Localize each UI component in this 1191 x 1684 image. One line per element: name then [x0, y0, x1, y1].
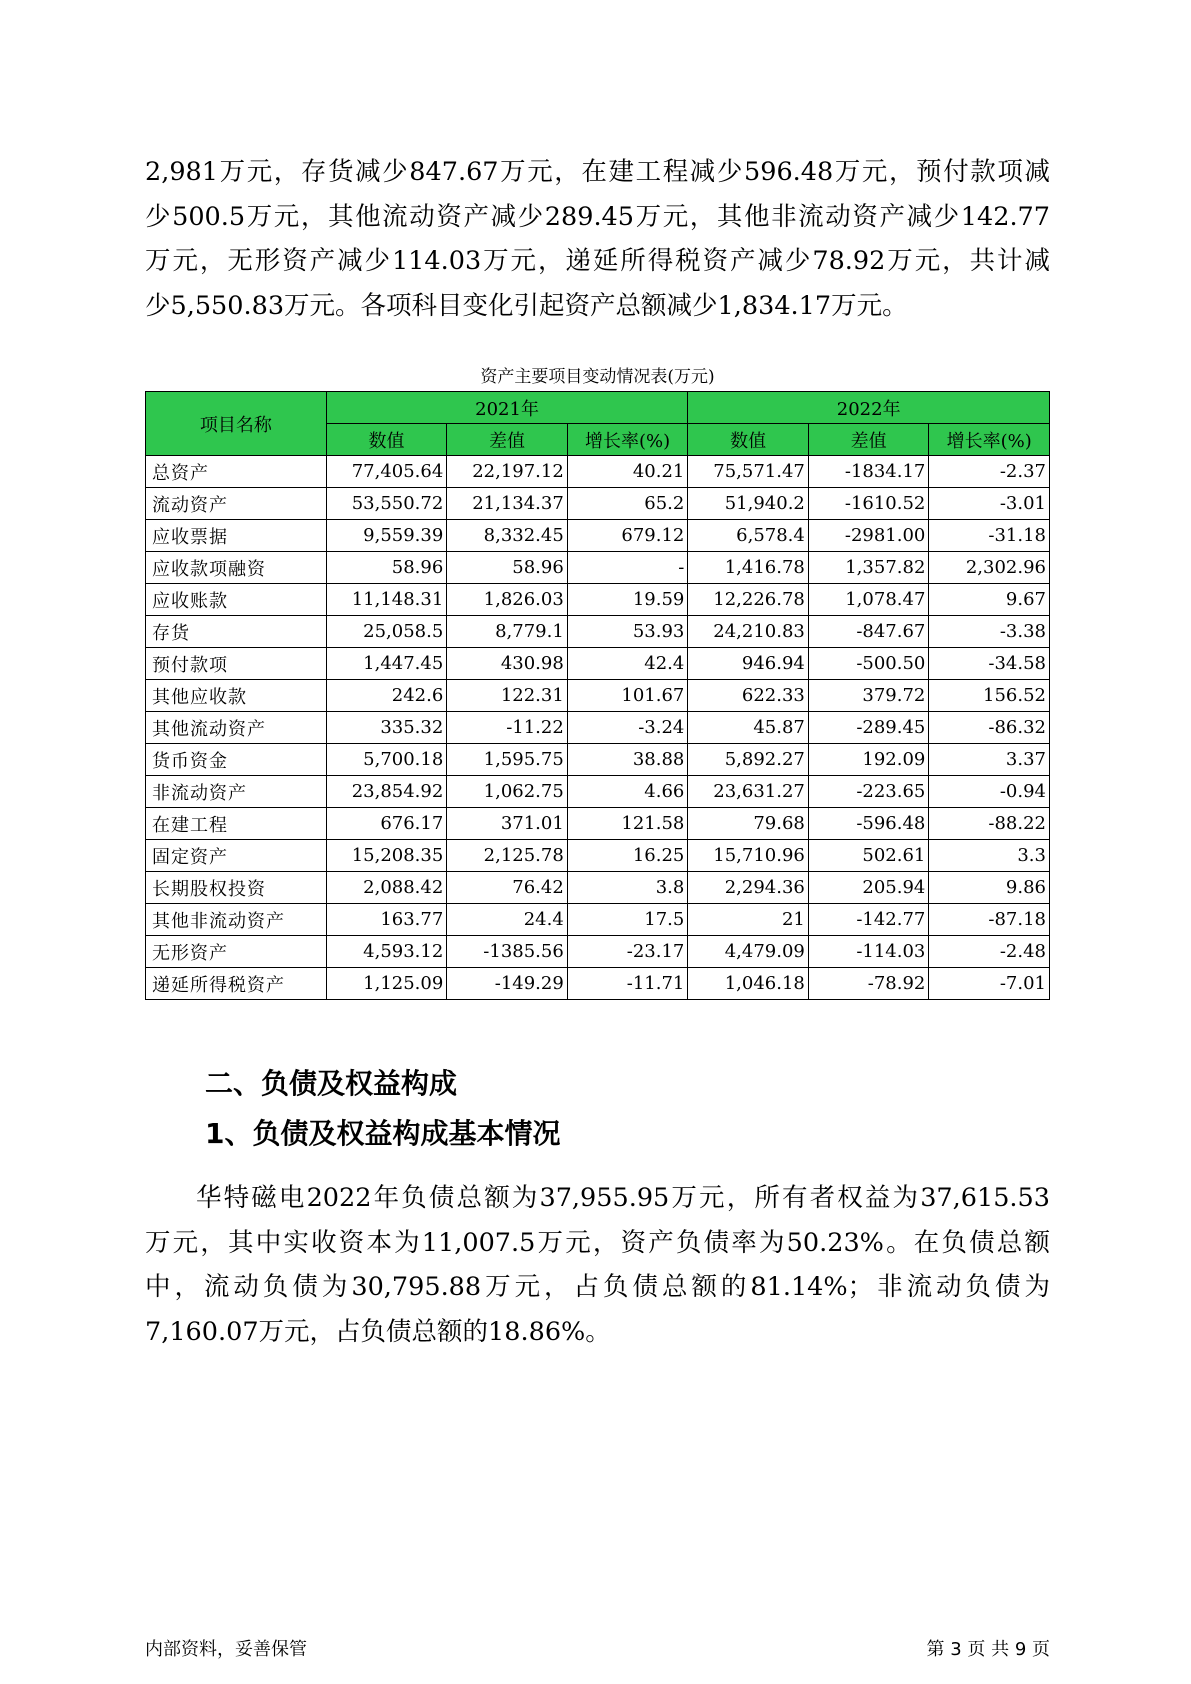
row-label: 应收款项融资	[146, 552, 327, 584]
table-cell: -500.50	[808, 648, 929, 680]
table-cell: 2,125.78	[447, 840, 568, 872]
table-cell: 3.3	[929, 840, 1050, 872]
table-cell: -2.37	[929, 456, 1050, 488]
table-cell: -1834.17	[808, 456, 929, 488]
row-label: 其他非流动资产	[146, 904, 327, 936]
table-cell: 16.25	[567, 840, 688, 872]
table-cell: -3.38	[929, 616, 1050, 648]
row-label: 固定资产	[146, 840, 327, 872]
table-cell: 242.6	[326, 680, 447, 712]
table-cell: 5,892.27	[688, 744, 809, 776]
table-cell: 335.32	[326, 712, 447, 744]
table-cell: 23,631.27	[688, 776, 809, 808]
table-cell: -3.01	[929, 488, 1050, 520]
table-cell: 58.96	[326, 552, 447, 584]
table-cell: 622.33	[688, 680, 809, 712]
row-label: 其他应收款	[146, 680, 327, 712]
table-cell: 205.94	[808, 872, 929, 904]
table-cell: -114.03	[808, 936, 929, 968]
table-cell: 156.52	[929, 680, 1050, 712]
paragraph-line: 万元，其中实收资本为11,007.5万元，资产负债率为50.23%。在负债总额	[145, 1227, 1050, 1258]
table-cell: 58.96	[447, 552, 568, 584]
table-body	[146, 456, 1050, 1000]
header-growth-rate: 增长率(%)	[567, 424, 688, 456]
table-cell: 676.17	[326, 808, 447, 840]
table-cell: 4,479.09	[688, 936, 809, 968]
header-difference: 差值	[808, 424, 929, 456]
table-cell: -	[567, 552, 688, 584]
table-cell: 75,571.47	[688, 456, 809, 488]
table-cell: -847.67	[808, 616, 929, 648]
header-year-2021: 2021年	[326, 392, 688, 424]
table-row	[146, 616, 1050, 648]
table-cell: 38.88	[567, 744, 688, 776]
header-difference: 差值	[447, 424, 568, 456]
header-value: 数值	[326, 424, 447, 456]
table-cell: 76.42	[447, 872, 568, 904]
table-cell: -78.92	[808, 968, 929, 1000]
table-cell: 1,595.75	[447, 744, 568, 776]
table-cell: -7.01	[929, 968, 1050, 1000]
table-cell: 1,357.82	[808, 552, 929, 584]
table-cell: 502.61	[808, 840, 929, 872]
table-cell: 11,148.31	[326, 584, 447, 616]
table-cell: -142.77	[808, 904, 929, 936]
row-label: 预付款项	[146, 648, 327, 680]
table-cell: 6,578.4	[688, 520, 809, 552]
table-cell: 17.5	[567, 904, 688, 936]
table-cell: 1,416.78	[688, 552, 809, 584]
paragraph-line: 中，流动负债为30,795.88万元，占负债总额的81.14%；非流动负债为	[145, 1272, 1050, 1302]
row-label: 递延所得税资产	[146, 968, 327, 1000]
table-cell: 9,559.39	[326, 520, 447, 552]
table-cell: 430.98	[447, 648, 568, 680]
table-cell: 679.12	[567, 520, 688, 552]
table-cell: -23.17	[567, 936, 688, 968]
table-row	[146, 872, 1050, 904]
row-label: 应收账款	[146, 584, 327, 616]
table-cell: 1,078.47	[808, 584, 929, 616]
table-cell: 1,826.03	[447, 584, 568, 616]
table-cell: -88.22	[929, 808, 1050, 840]
table-cell: 379.72	[808, 680, 929, 712]
row-label: 应收票据	[146, 520, 327, 552]
table-cell: -289.45	[808, 712, 929, 744]
table-cell: 163.77	[326, 904, 447, 936]
table-row	[146, 808, 1050, 840]
table-cell: -149.29	[447, 968, 568, 1000]
table-row	[146, 520, 1050, 552]
row-label: 其他流动资产	[146, 712, 327, 744]
row-label: 流动资产	[146, 488, 327, 520]
table-cell: 9.86	[929, 872, 1050, 904]
table-cell: -0.94	[929, 776, 1050, 808]
table-row	[146, 584, 1050, 616]
table-cell: 1,046.18	[688, 968, 809, 1000]
table-cell: 12,226.78	[688, 584, 809, 616]
table-cell: 40.21	[567, 456, 688, 488]
paragraph-line: 7,160.07万元，占负债总额的18.86%。	[145, 1316, 611, 1347]
header-growth-rate: 增长率(%)	[929, 424, 1050, 456]
table-cell: 19.59	[567, 584, 688, 616]
table-cell: 4.66	[567, 776, 688, 808]
table-cell: 65.2	[567, 488, 688, 520]
table-cell: 24,210.83	[688, 616, 809, 648]
table-cell: 1,125.09	[326, 968, 447, 1000]
table-row	[146, 840, 1050, 872]
table-row	[146, 552, 1050, 584]
table-cell: 45.87	[688, 712, 809, 744]
row-label: 存货	[146, 616, 327, 648]
table-row	[146, 968, 1050, 1000]
table-cell: 21,134.37	[447, 488, 568, 520]
table-cell: -2981.00	[808, 520, 929, 552]
row-label: 在建工程	[146, 808, 327, 840]
row-label: 非流动资产	[146, 776, 327, 808]
table-cell: -11.22	[447, 712, 568, 744]
table-cell: 77,405.64	[326, 456, 447, 488]
table-cell: 946.94	[688, 648, 809, 680]
table-cell: 15,710.96	[688, 840, 809, 872]
table-cell: -223.65	[808, 776, 929, 808]
paragraph-line: 少5,550.83万元。各项科目变化引起资产总额减少1,834.17万元。	[145, 290, 908, 321]
table-cell: -87.18	[929, 904, 1050, 936]
table-cell: 53,550.72	[326, 488, 447, 520]
paragraph-line: 华特磁电2022年负债总额为37,955.95万元，所有者权益为37,615.53	[196, 1183, 1050, 1213]
table-cell: 15,208.35	[326, 840, 447, 872]
table-row	[146, 488, 1050, 520]
table-cell: 21	[688, 904, 809, 936]
section-heading: 二、负债及权益构成	[205, 1067, 458, 1100]
table-cell: 3.37	[929, 744, 1050, 776]
header-value: 数值	[688, 424, 809, 456]
table-cell: 25,058.5	[326, 616, 447, 648]
table-row	[146, 936, 1050, 968]
table-cell: 4,593.12	[326, 936, 447, 968]
row-label: 无形资产	[146, 936, 327, 968]
table-cell: 22,197.12	[447, 456, 568, 488]
table-row	[146, 776, 1050, 808]
footer-page-number: 第 3 页 共 9 页	[926, 1639, 1050, 1660]
table-cell: -86.32	[929, 712, 1050, 744]
paragraph-line: 少500.5万元，其他流动资产减少289.45万元，其他非流动资产减少142.77	[145, 201, 1050, 232]
paragraph-asset-changes	[145, 150, 1050, 328]
table-row	[146, 648, 1050, 680]
table-cell: 42.4	[567, 648, 688, 680]
row-label: 长期股权投资	[146, 872, 327, 904]
table-caption: 资产主要项目变动情况表(万元)	[480, 367, 715, 387]
table-cell: 8,332.45	[447, 520, 568, 552]
table-cell: 23,854.92	[326, 776, 447, 808]
table-cell: 1,447.45	[326, 648, 447, 680]
table-cell: 371.01	[447, 808, 568, 840]
table-cell: 24.4	[447, 904, 568, 936]
table-cell: 8,779.1	[447, 616, 568, 648]
table-cell: -1610.52	[808, 488, 929, 520]
asset-change-table	[145, 391, 1050, 1000]
table-cell: 3.8	[567, 872, 688, 904]
table-cell: -31.18	[929, 520, 1050, 552]
table-cell: -596.48	[808, 808, 929, 840]
table-cell: -2.48	[929, 936, 1050, 968]
table-cell: -3.24	[567, 712, 688, 744]
table-cell: 2,088.42	[326, 872, 447, 904]
table-cell: 121.58	[567, 808, 688, 840]
table-cell: 51,940.2	[688, 488, 809, 520]
table-cell: 53.93	[567, 616, 688, 648]
table-cell: 122.31	[447, 680, 568, 712]
table-cell: -11.71	[567, 968, 688, 1000]
paragraph-line: 2,981万元，存货减少847.67万元，在建工程减少596.48万元，预付款项减	[145, 157, 1050, 187]
table-cell: 9.67	[929, 584, 1050, 616]
table-row	[146, 680, 1050, 712]
table-cell: 192.09	[808, 744, 929, 776]
table-row	[146, 712, 1050, 744]
table-cell: 2,294.36	[688, 872, 809, 904]
table-cell: -1385.56	[447, 936, 568, 968]
table-cell: 101.67	[567, 680, 688, 712]
subsection-heading: 1、负债及权益构成基本情况	[205, 1117, 561, 1150]
table-cell: 5,700.18	[326, 744, 447, 776]
table-row	[146, 904, 1050, 936]
header-item-name: 项目名称	[146, 392, 327, 456]
table-cell: 2,302.96	[929, 552, 1050, 584]
table-cell: 79.68	[688, 808, 809, 840]
table-cell: -34.58	[929, 648, 1050, 680]
footer-confidential-note: 内部资料，妥善保管	[145, 1639, 307, 1660]
header-year-2022: 2022年	[688, 392, 1050, 424]
paragraph-line: 万元，无形资产减少114.03万元，递延所得税资产减少78.92万元，共计减	[145, 246, 1050, 276]
row-label: 货币资金	[146, 744, 327, 776]
table-row	[146, 744, 1050, 776]
row-label: 总资产	[146, 456, 327, 488]
paragraph-liabilities	[145, 1176, 1050, 1354]
table-cell: 1,062.75	[447, 776, 568, 808]
table-row	[146, 456, 1050, 488]
